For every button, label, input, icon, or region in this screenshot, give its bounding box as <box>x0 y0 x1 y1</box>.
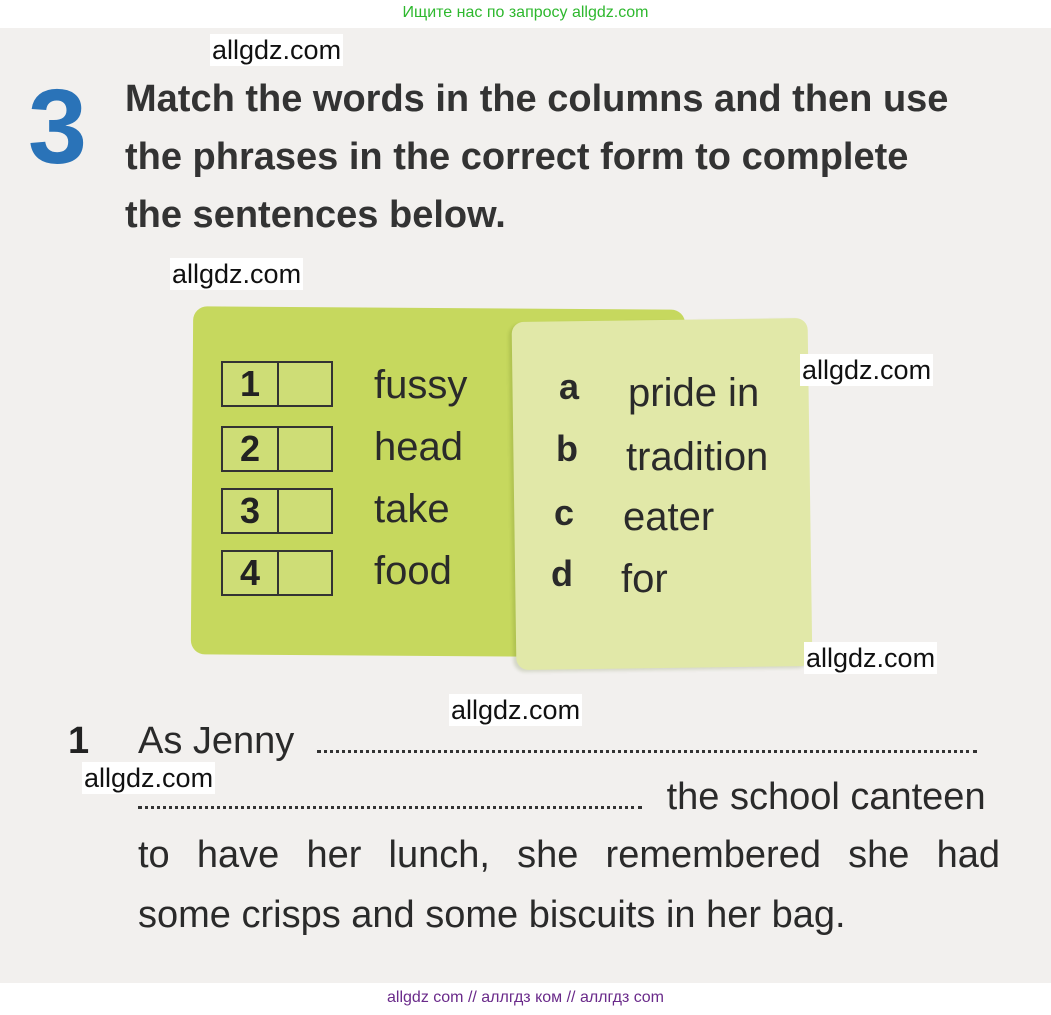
instruction-line: the phrases in the correct form to complete <box>125 136 909 178</box>
watermark: allgdz.com <box>212 35 342 65</box>
option-letter: b <box>556 428 578 469</box>
right-word: tradition <box>626 435 769 479</box>
answer-gap[interactable] <box>317 722 977 753</box>
answer-box-2[interactable] <box>221 426 333 472</box>
left-word: food <box>374 549 452 593</box>
watermark: allgdz.com <box>172 259 302 289</box>
row-number: 1 <box>223 363 279 405</box>
sentence-continuation: the school canteen <box>666 776 986 818</box>
left-word: head <box>374 425 463 469</box>
right-word: eater <box>623 495 715 539</box>
answer-box-3[interactable] <box>221 488 333 534</box>
row-number: 2 <box>223 428 279 470</box>
answer-box-1[interactable] <box>221 361 333 407</box>
row-number: 3 <box>223 490 279 532</box>
row-number: 4 <box>223 552 279 594</box>
watermark: allgdz.com <box>451 695 581 725</box>
sentence-line-3: to have her lunch, she remembered she had <box>138 834 1000 876</box>
left-word: fussy <box>374 363 468 407</box>
watermark: allgdz.com <box>806 643 936 673</box>
option-letter: c <box>553 492 575 533</box>
answer-box-4[interactable] <box>221 550 333 596</box>
sentence-start: As Jenny <box>138 720 295 762</box>
right-word: pride in <box>628 371 760 415</box>
sentence-number: 1 <box>68 720 90 762</box>
instruction-line: the sentences below. <box>125 194 506 236</box>
watermark: allgdz.com <box>802 355 932 385</box>
instruction-line: Match the words in the columns and then use <box>125 78 949 120</box>
sentence-line-2 <box>138 774 1000 820</box>
left-word: take <box>374 487 450 531</box>
watermark: allgdz.com <box>84 763 214 793</box>
exercise-number: 3 <box>28 68 87 186</box>
option-letter: a <box>558 366 580 407</box>
exercise-instruction <box>125 70 1005 244</box>
sentence-line-4: some crisps and some biscuits in her bag. <box>138 894 846 936</box>
bottom-banner[interactable]: allgdz com // аллгдз ком // аллгдз com <box>387 989 664 1006</box>
option-letter: d <box>551 553 573 594</box>
right-word: for <box>621 557 668 601</box>
top-banner[interactable]: Ищите нас по запросу allgdz.com <box>402 4 649 21</box>
